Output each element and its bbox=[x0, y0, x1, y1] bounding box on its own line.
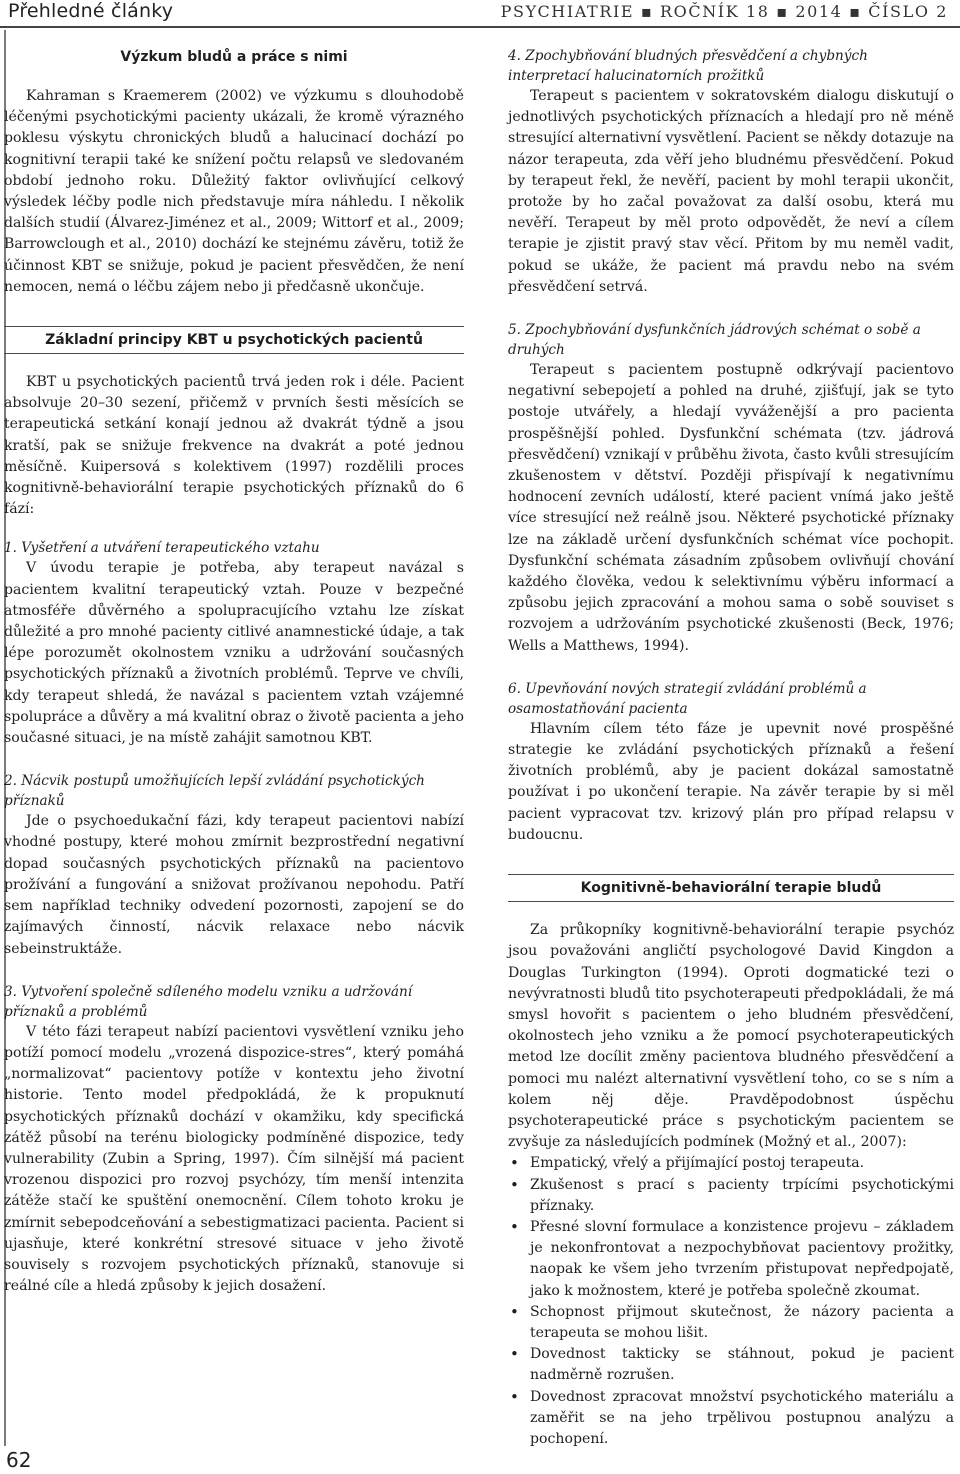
paragraph: V této fázi terapeut nabízí pacientovi vysvětlení vzniku jeho potíží pomocí modelu „vrozená dispozice-stres“, který pomáhá „normalizovat“ pacientovy potíže v kontextu jeho životní historie. Tento model předpokládá, že k propuknutí psychotických příznaků dochází v okamžiku, kdy specifická zátěž působí na terénu biologicky podmíněné dispozice, tedy vulnerability (Zubin a Spring, 1997). Čím silnější má pacient vrozenou dispozici pro rozvoj psychózy, tím menší intenzita zátěže stačí ke spuštění onemocnění. Cílem tohoto kroku je zmírnit sebepodceňování a sebestigmatizaci pacienta. Pacient si ujasňuje, které konkrétní stresové situace v jeho životě souvisely s rozvojem psychotických příznaků, stanovuje si reálné cíle a hledá způsoby k jejich dosažení. bbox=[4, 1023, 464, 1295]
phase-heading: 6. Upevňování nových strategií zvládání problémů a osamostatňování pacienta bbox=[508, 680, 867, 717]
right-column bbox=[508, 46, 954, 1450]
list-item: • Empatický, vřelý a přijímající postoj terapeuta. bbox=[508, 1153, 954, 1174]
page-number: 62 bbox=[6, 1448, 32, 1472]
paragraph: V úvodu terapie je potřeba, aby terapeut navázal s pacientem kvalitní terapeutický vztah. Pouze v bezpečné atmosféře důvěrného a spolupracujícího vztahu lze získat důležité a pro mnohé pacienty citlivé anamnestické údaje, a tak lépe porozumět okolnostem vzniku a udržování současných psychotických příznaků a životních problémů. Teprve ve chvíli, kdy terapeut shledá, že navázal s pacientem vztah vzájemné spolupráce a důvěry a má kvalitní obraz o životě pacienta a jeho současné situaci, je na místě zahájit samotnou KBT. bbox=[4, 560, 464, 747]
list-item: • Dovednost takticky se stáhnout, pokud je pacient nadměrně rozrušen. bbox=[508, 1344, 954, 1386]
phase-heading: 5. Zpochybňování dysfunkčních jádrových schémat o sobě a druhých bbox=[508, 322, 921, 359]
paragraph: KBT u psychotických pacientů trvá jeden rok i déle. Pacient absolvuje 20–30 sezení, přičemž v prvních šesti měsících se terapeutická setkání konají jednou až dvakrát týdně a jsou kratší, pak se snižuje frekvence na dvakrát a poté jednou měsíčně. Kuipersová s kolektivem (1997) rozdělili proces kognitivně-behaviorální terapie psychotických příznaků do 6 fází: bbox=[4, 374, 464, 518]
heading-delusions: Kognitivně-behaviorální terapie bludů bbox=[508, 874, 954, 902]
paragraph: Terapeut s pacientem postupně odkrývají pacientovo negativní sebepojetí a pohled na druhé, zjišťují, jak se tyto postoje utvářely, a hledají vyváženější a pro pacienta prospěšnější pohled. Dysfunkční schémata (tzv. jádrová přesvědčení) vznikají v průběhu života, často kvůli stresujícím zkušenostem v dětství. Později přispívají k negativnímu hodnocení zevních událostí, které pacient vnímá jako ještě více stresující než reálně jsou. Některé psychotické příznaky lze na základě určení dysfunkčních schémat více pochopit. Dysfunkční schémata zásadním způsobem ovlivňují chování každého člověka, vedou k selektivnímu výběru informací a způsobu jejich zpracování a mohou sama o sobě souviset s rozvojem a udržováním psychotické zkušenosti (Beck, 1976; Wells a Matthews, 1994). bbox=[508, 362, 954, 654]
conditions-list bbox=[508, 1153, 954, 1450]
phase-heading: 3. Vytvoření společně sdíleného modelu vzniku a udržování příznaků a problémů bbox=[4, 983, 413, 1020]
list-item: • Dovednost zpracovat množství psychotického materiálu a zaměřit se na jeho trpělivou postupnou analýzu a pochopení. bbox=[508, 1387, 954, 1451]
heading-research: Výzkum bludů a práce s nimi bbox=[120, 49, 348, 65]
list-item: • Zkušenost s prací s pacienty trpícími psychotickými příznaky. bbox=[508, 1175, 954, 1217]
left-column bbox=[4, 46, 464, 1297]
header-rule bbox=[0, 26, 960, 28]
list-item: • Schopnost přijmout skutečnost, že názory pacienta a terapeuta se mohou lišit. bbox=[508, 1302, 954, 1344]
phase-heading: 2. Nácvik postupů umožňujících lepší zvládání psychotických příznaků bbox=[4, 773, 425, 810]
paragraph: Jde o psychoedukační fázi, kdy terapeut pacientovi nabízí vhodné postupy, které mohou zmírnit bezprostřední negativní dopad současných psychotických příznaků na pacientovo prožívání a fungování a snižovat prožívanou nepohodu. Patří sem například techniky odvedení pozornosti, zapojení se do zajímavých činností, nácvik relaxace nebo nácvik sebeinstruktáže. bbox=[4, 813, 464, 957]
paragraph: Za průkopníky kognitivně-behaviorální terapie psychóz jsou považováni angličtí psychologové David Kingdon a Douglas Turkington (1994). Oproti dogmatické tezi o nevývratnosti bludů tito psychoterapeuti předpokládali, že má smysl hovořit s pacientem o jeho bludném přesvědčení, okolnostech jeho vzniku a že pomocí psychoterapeutických metod lze docílit změny pacientova bludného přesvědčení a pomoci mu nalézt alternativní vysvětlení toho, co se s ním a kolem něj děje. Pravděpodobnost úspěchu psychoterapeutické práce s psychotickým pacientem se zvyšuje za následujících podmínek (Možný et al., 2007): bbox=[508, 922, 954, 1151]
paragraph: Kahraman s Kraemerem (2002) ve výzkumu s dlouhodobě léčenými psychotickými pacienty ukázali, že kromě výrazného poklesu výskytu chronických bludů a halucinací dochází po kognitivní terapii také ke snížení počtu relapsů ve sledovaném období jednoho roku. Důležitý faktor ovlivňující celkový výsledek léčby podle nich představuje míra náhledu. I několik dalších studií (Álvarez-Jiménez et al., 2009; Wittorf et al., 2009; Barrowclough et al., 2010) dochází ke stejnému závěru, totiž že účinnost KBT se snižuje, pokud je pacient přesvědčen, že není nemocen, nemá o léčbu zájem nebo ji předčasně ukončuje. bbox=[4, 88, 464, 295]
phase-heading: 4. Zpochybňování bludných přesvědčení a chybných interpretací halucinatorních prožitků bbox=[508, 48, 868, 84]
paragraph: Terapeut s pacientem v sokratovském dialogu diskutují o jednotlivých psychotických příznacích a hledají pro ně méně stresující alternativní vysvětlení. Pacient se někdy dotazuje na názor terapeuta, zda věří jeho bludnému přesvědčení. Pokud by terapeut řekl, že nevěří, pacient by mohl terapii ukončit, protože by ho začal považovat za další osobu, která mu nevěří. Terapeut by měl proto odpovědět, že neví a cílem terapie je zjistit pravý stav věcí. Přitom by mu neměl vadit, pokud se ukáže, že pacient má pravdu nebo na svém přesvědčení setrvá. bbox=[508, 88, 954, 295]
journal-info: PSYCHIATRIE ▪ ROČNÍK 18 ▪ 2014 ▪ ČÍSLO 2 bbox=[500, 2, 948, 21]
section-label: Přehledné články bbox=[8, 0, 174, 22]
phase-heading: 1. Vyšetření a utváření terapeutického vztahu bbox=[4, 540, 320, 557]
list-item: • Přesné slovní formulace a konzistence projevu – základem je nekonfrontovat a nezpochybňovat pacientovy prožitky, naopak ke všem jeho tvrzením přistupovat nepředpojatě, jako k možnostem, které je potřeba společně zkoumat. bbox=[508, 1217, 954, 1302]
heading-principles: Základní principy KBT u psychotických pacientů bbox=[4, 326, 464, 354]
paragraph: Hlavním cílem této fáze je upevnit nové prospěšné strategie ke zvládání psychotických příznaků a řešení životních problémů, aby je pacient dokázal samostatně používat i po ukončení terapie. Na závěr terapie by si měl pacient vypracovat tzv. krizový plán pro případ relapsu v budoucnu. bbox=[508, 720, 954, 843]
